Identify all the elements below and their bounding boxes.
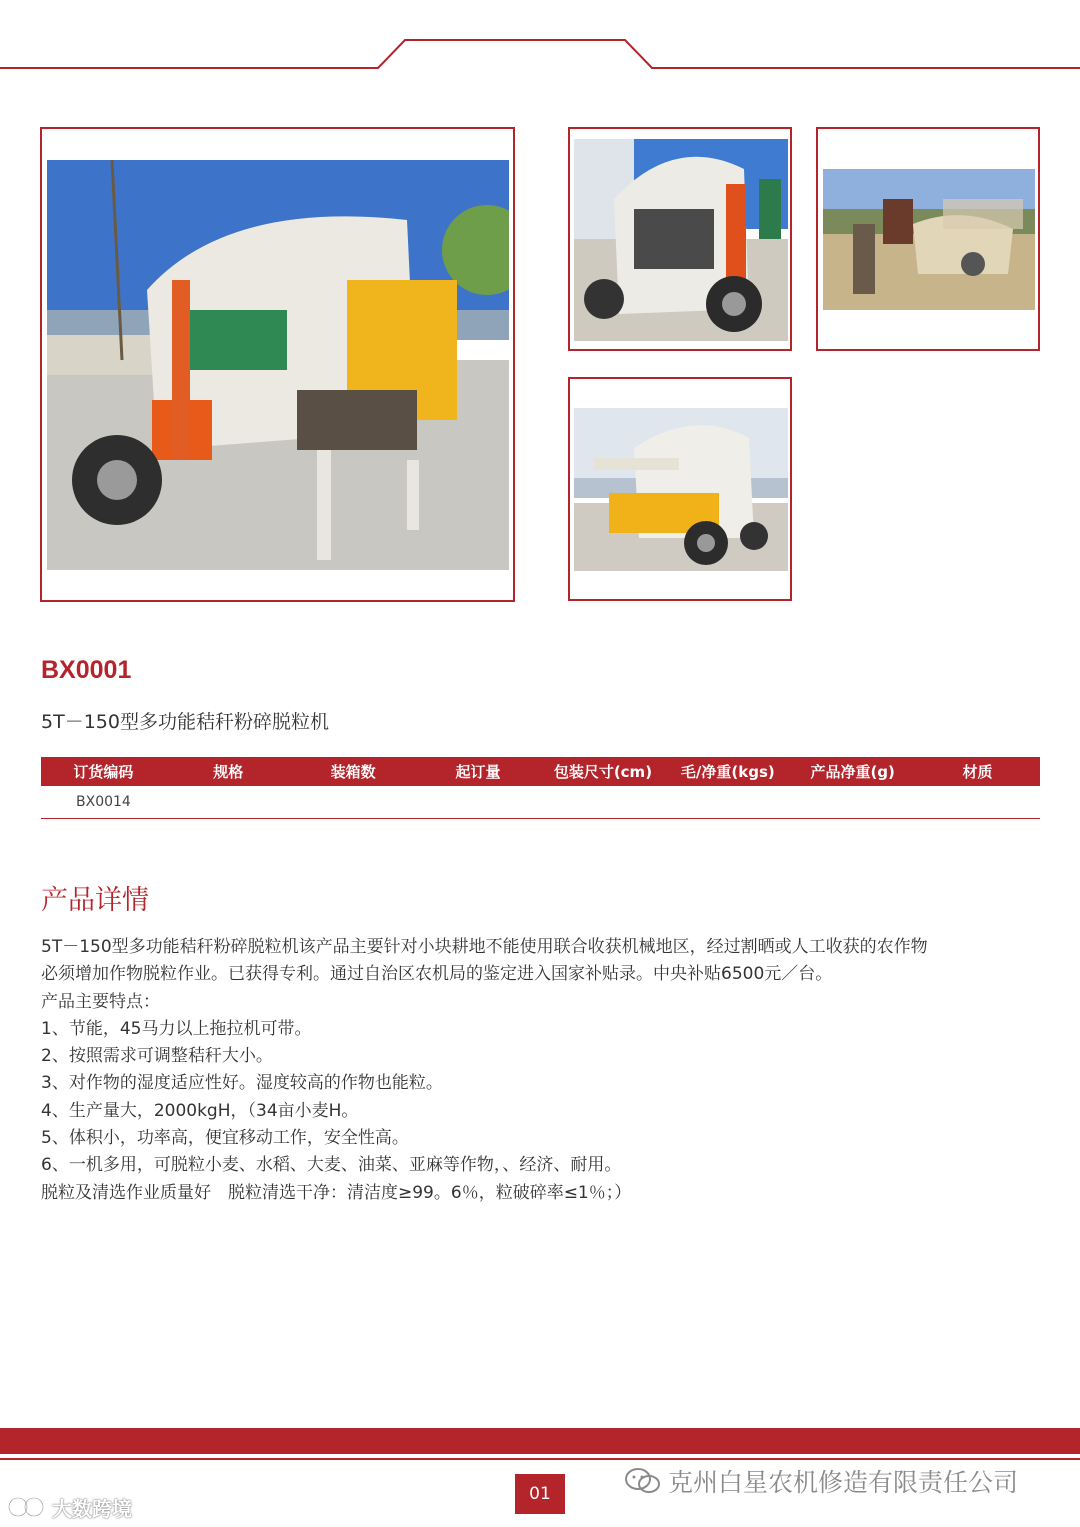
side-photo-frame-3 <box>568 377 792 601</box>
details-line: 1、节能，45马力以上拖拉机可带。 <box>41 1018 312 1039</box>
table-row <box>41 786 1040 819</box>
details-line: 3、对作物的湿度适应性好。湿度较高的作物也能粒。 <box>41 1073 443 1094</box>
column-header: 包装尺寸(cm) <box>553 763 653 781</box>
details-line: 必须增加作物脱粒作业。已获得专利。通过自治区农机局的鉴定进入国家补贴录。中央补贴6500元／台。 <box>41 964 833 985</box>
details-line: 2、按照需求可调整秸秆大小。 <box>41 1046 273 1067</box>
product-name: 5T－150型多功能秸秆粉碎脱粒机 <box>41 711 329 733</box>
footer-divider <box>0 1458 1080 1460</box>
side-photo-frame-2 <box>816 127 1040 351</box>
side-photo-frame-1 <box>568 127 792 351</box>
table-cell: BX0014 <box>76 794 131 810</box>
details-line: 6、一机多用，可脱粒小麦、水稻、大麦、油菜、亚麻等作物，、经济、耐用。 <box>41 1155 622 1176</box>
field-use-photo <box>823 169 1035 310</box>
wechat-icon <box>623 1466 663 1496</box>
side-product-photo-3 <box>574 408 788 571</box>
column-header: 起订量 <box>455 763 501 781</box>
column-header: 装箱数 <box>330 763 376 781</box>
column-header: 材质 <box>962 763 993 781</box>
details-line: 4、生产量大，2000kgH，（34亩小麦H。 <box>41 1100 359 1121</box>
details-line: 产品主要特点： <box>41 991 160 1012</box>
details-line: 5T－150型多功能秸秆粉碎脱粒机该产品主要针对小块耕地不能使用联合收获机械地区，经过割晒或人工收获的农作物 <box>41 937 928 957</box>
details-body <box>41 934 1041 1207</box>
side-product-photo-1 <box>574 139 788 341</box>
header-decoration <box>0 0 1080 80</box>
main-product-photo <box>47 160 509 570</box>
details-line: 脱粒及清选作业质量好 脱粒清选干净：清洁度≥99。6％，粒破碎率≤1％；） <box>41 1182 632 1203</box>
column-header: 产品净重(g) <box>810 763 895 781</box>
page-number: 01 <box>515 1474 565 1514</box>
company-name: 克州白星农机修造有限责任公司 <box>668 1468 1019 1497</box>
footer-band <box>0 1428 1080 1454</box>
spec-table <box>41 757 1040 819</box>
column-header: 订货编码 <box>73 763 134 781</box>
main-photo-frame <box>40 127 515 602</box>
watermark-logo-icon <box>6 1494 50 1520</box>
column-header: 规格 <box>213 763 244 781</box>
details-line: 5、体积小，功率高，便宜移动工作，安全性高。 <box>41 1128 409 1149</box>
details-heading: 产品详情 <box>41 885 149 916</box>
product-code: BX0001 <box>41 656 132 684</box>
table-header-row <box>41 757 1040 786</box>
column-header: 毛/净重(kgs) <box>680 763 775 781</box>
watermark-text: 大数跨境 <box>52 1497 132 1521</box>
